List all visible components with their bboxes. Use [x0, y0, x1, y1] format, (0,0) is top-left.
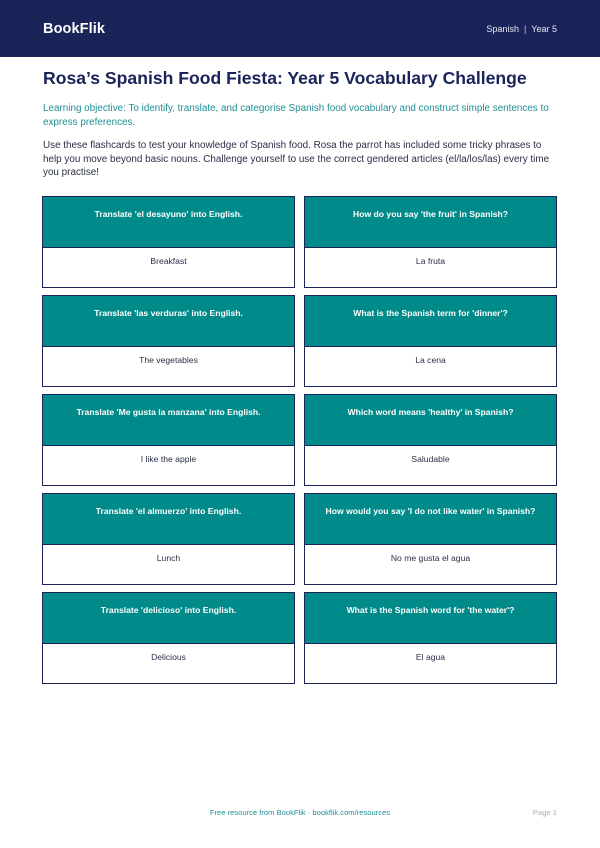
flashcard-question: Translate 'el desayuno' into English. — [43, 197, 294, 247]
flashcard-answer: No me gusta el agua — [305, 544, 556, 584]
flashcard-question: Translate 'las verduras' into English. — [43, 296, 294, 346]
page-header — [0, 0, 600, 57]
flashcard-answer: Saludable — [305, 445, 556, 485]
flashcard-question: What is the Spanish word for 'the water'? — [305, 593, 556, 643]
flashcard-question: Translate 'Me gusta la manzana' into English. — [43, 395, 294, 445]
flashcard[interactable] — [42, 196, 295, 288]
intro-section — [43, 64, 557, 180]
flashcard[interactable] — [304, 592, 557, 684]
flashcard[interactable] — [42, 592, 295, 684]
flashcard-grid — [42, 196, 558, 684]
flashcard[interactable] — [304, 394, 557, 486]
intro-paragraph: Use these flashcards to test your knowledge of Spanish food. Rosa the parrot has included some tricky phrases to help you move beyond basic nouns. Challenge yourself to use the correct gendered articles (el/la/los/las) every time you practise! — [43, 140, 550, 179]
flashcard[interactable] — [304, 196, 557, 288]
flashcard-question: How would you say 'I do not like water' in Spanish? — [305, 494, 556, 544]
flashcard-question: What is the Spanish term for 'dinner'? — [305, 296, 556, 346]
flashcard[interactable] — [304, 295, 557, 387]
brand-logo[interactable]: BookFlik — [43, 20, 106, 37]
flashcard-answer: El agua — [305, 643, 556, 683]
footer-resource-link[interactable]: Free resource from BookFlik · bookflik.com/resources — [209, 808, 391, 817]
flashcard[interactable] — [42, 493, 295, 585]
breadcrumb-subject: Spanish — [486, 23, 519, 34]
page-title: Rosa’s Spanish Food Fiesta: Year 5 Vocabulary Challenge — [43, 68, 527, 88]
flashcard-answer: La fruta — [305, 247, 556, 287]
flashcard-answer: Lunch — [43, 544, 294, 584]
page-footer — [0, 808, 600, 820]
breadcrumb-year: Year 5 — [531, 23, 557, 34]
flashcard-answer: La cena — [305, 346, 556, 386]
breadcrumb — [486, 24, 557, 34]
flashcard[interactable] — [42, 394, 295, 486]
flashcard-question: Which word means 'healthy' in Spanish? — [305, 395, 556, 445]
flashcard-answer: Breakfast — [43, 247, 294, 287]
flashcard-question: Translate 'el almuerzo' into English. — [43, 494, 294, 544]
flashcard-answer: I like the apple — [43, 445, 294, 485]
flashcard-question: How do you say 'the fruit' in Spanish? — [305, 197, 556, 247]
flashcard-question: Translate 'delicioso' into English. — [43, 593, 294, 643]
flashcard-answer: Delicious — [43, 643, 294, 683]
flashcard[interactable] — [304, 493, 557, 585]
flashcard-answer: The vegetables — [43, 346, 294, 386]
breadcrumb-separator: | — [523, 23, 527, 34]
flashcard[interactable] — [42, 295, 295, 387]
learning-objective: Learning objective: To identify, translate, and categorise Spanish food vocabulary and construct simple sentences to express preferences. — [43, 103, 549, 128]
page-number: Page 1 — [532, 808, 557, 817]
